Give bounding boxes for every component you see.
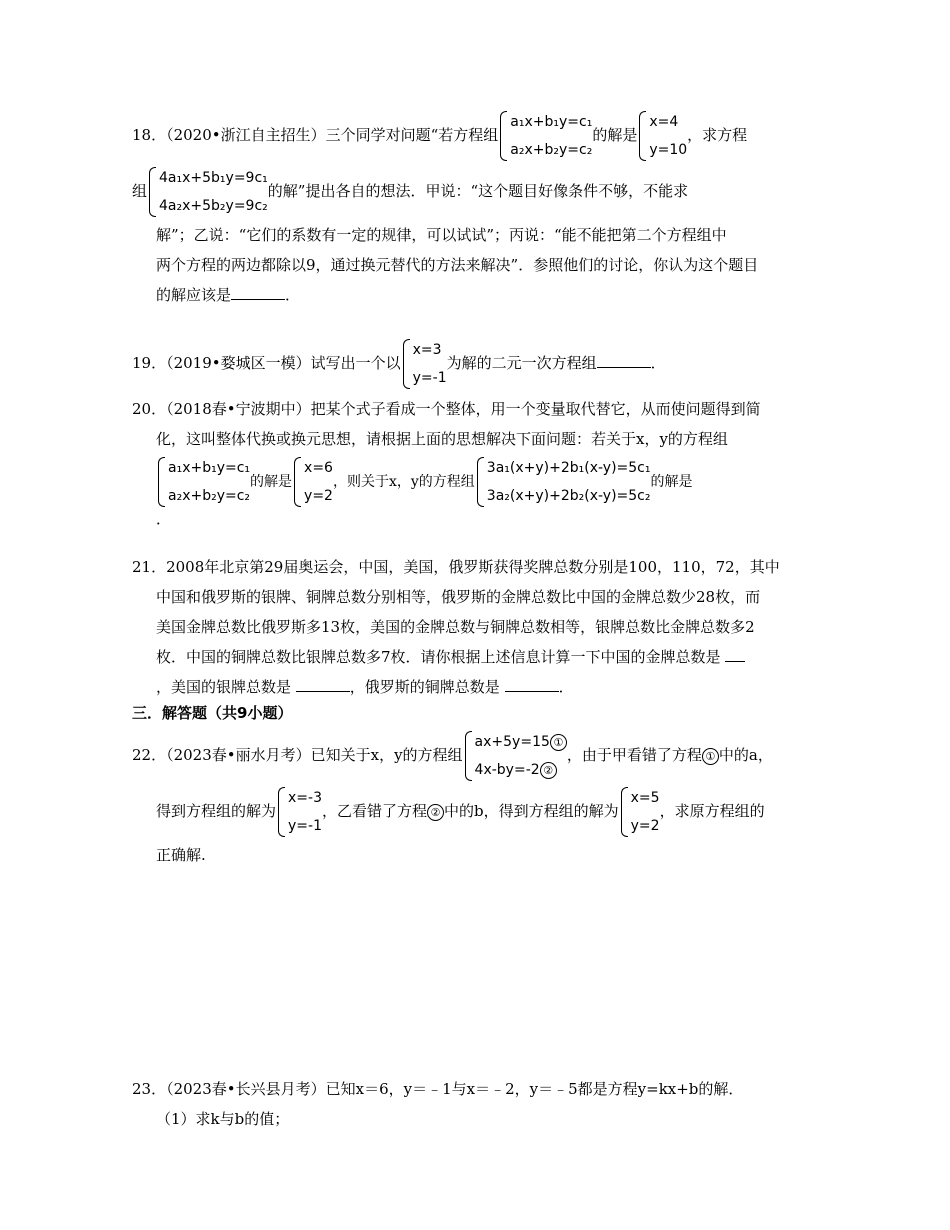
q20-solution: x=6 y=2: [292, 454, 333, 510]
answer-blank[interactable]: [231, 284, 285, 300]
q20-system-2: 3a₁(x+y)+2b₁(x-y)=5c₁ 3a₂(x+y)+2b₂(x-y)=5c₂: [475, 454, 651, 510]
q18-system-2: 4a₁x+5b₁y=9c₁ 4a₂x+5b₂y=9c₂: [147, 164, 268, 220]
answer-blank-usa-silver[interactable]: [296, 676, 350, 692]
q20-line3: a₁x+b₁y=c₁ a₂x+b₂y=c₂ 的解是 x=6 y=2 ，则关于x，y的方程组 3a₁(x+y)+2b₁(x-y)=5c₁ 3a₂(x+y)+2b₂(x-y)=5c₂ 的解是: [132, 454, 822, 510]
answer-blank-china-gold[interactable]: [725, 646, 745, 662]
q22-system: ax+5y=15 ① 4x-by=-2 ②: [463, 728, 567, 784]
section-heading: 三．解答题（共9小题）: [132, 704, 293, 722]
q18-system-1: a₁x+b₁y=c₁ a₂x+b₂y=c₂: [498, 108, 592, 164]
question-23: 23．（2023春•长兴县月考）已知x＝6，y＝﹣1与x＝﹣2，y＝﹣5都是方程y=kx+b的解． （1）求k与b的值；: [132, 1080, 744, 1128]
q18-solution: x=4 y=10: [637, 108, 687, 164]
answer-blank-russia-bronze[interactable]: [505, 676, 559, 692]
q18-line2: 组 4a₁x+5b₁y=9c₁ 4a₂x+5b₂y=9c₂ 的解”提出各自的想法．甲说：“这个题目好像条件不够，不能求: [132, 164, 822, 220]
answer-blank[interactable]: [597, 352, 651, 368]
q20-system-1: a₁x+b₁y=c₁ a₂x+b₂y=c₂: [156, 454, 250, 510]
q18-line3: 解”；乙说：“它们的系数有一定的规律，可以试试”；丙说：“能不能把第二个方程组中: [156, 226, 727, 244]
q18-line1: 18．（2020•浙江自主招生）三个同学对问题“若方程组 a₁x+b₁y=c₁ a₂x+b₂y=c₂ 的解是 x=4 y=10 ，求方程: [132, 108, 822, 164]
question-19: 19．（2019•婺城区一模）试写出一个以 x=3 y=-1 为解的二元一次方程组 ．: [132, 336, 822, 392]
q22-solution-1: x=-3 y=-1: [276, 784, 322, 840]
q18-line5: 的解应该是 ．: [156, 286, 301, 304]
q19-solution: x=3 y=-1: [401, 336, 447, 392]
question-21: 21．2008年北京第29届奥运会，中国，美国，俄罗斯获得奖牌总数分别是100，110，72，其中 中国和俄罗斯的银牌、铜牌总数分别相等，俄罗斯的金牌总数比中国的金牌总数少28枚，而 美国金牌总数比俄罗斯多13枚，美国的金牌总数与铜牌总数相等，银牌总数比金牌总数多2 枚．中国的铜牌总数比银牌总数多7枚．请你根据上述信息计算一下中国的金牌总数是 ，美国的银牌总数是 ，俄罗斯的铜牌总数是 ．: [132, 558, 780, 696]
q18-line4: 两个方程的两边都除以9，通过换元替代的方法来解决”．参照他们的讨论，你认为这个题目: [156, 256, 759, 274]
question-22: 22．（2023春•丽水月考）已知关于x，y的方程组 ax+5y=15 ① 4x-by=-2 ② ，由于甲看错了方程 ① 中的a， 得到方程组的解为 x=-3 y=-1 ，乙看错了方程 ② 中的b，得到方程组的解为 x=5 y=2 ，求原方程组的 正确解.: [132, 728, 822, 870]
q22-solution-2: x=5 y=2: [619, 784, 660, 840]
question-20: 20．（2018春•宁波期中）把某个式子看成一个整体，用一个变量取代替它，从而使问题得到简 化，这叫整体代换或换元思想，请根据上面的思想解决下面问题：若关于x，y的方程组 a₁x+b₁y=c₁ a₂x+b₂y=c₂ 的解是 x=6 y=2 ，则关于x，y的方程组 3a₁(x+y)+2b₁(x-y)=5c₁ 3a₂(x+y)+2b₂(x-y)=5c₂ 的解是 ．: [132, 394, 822, 528]
question-18: [132, 108, 822, 310]
